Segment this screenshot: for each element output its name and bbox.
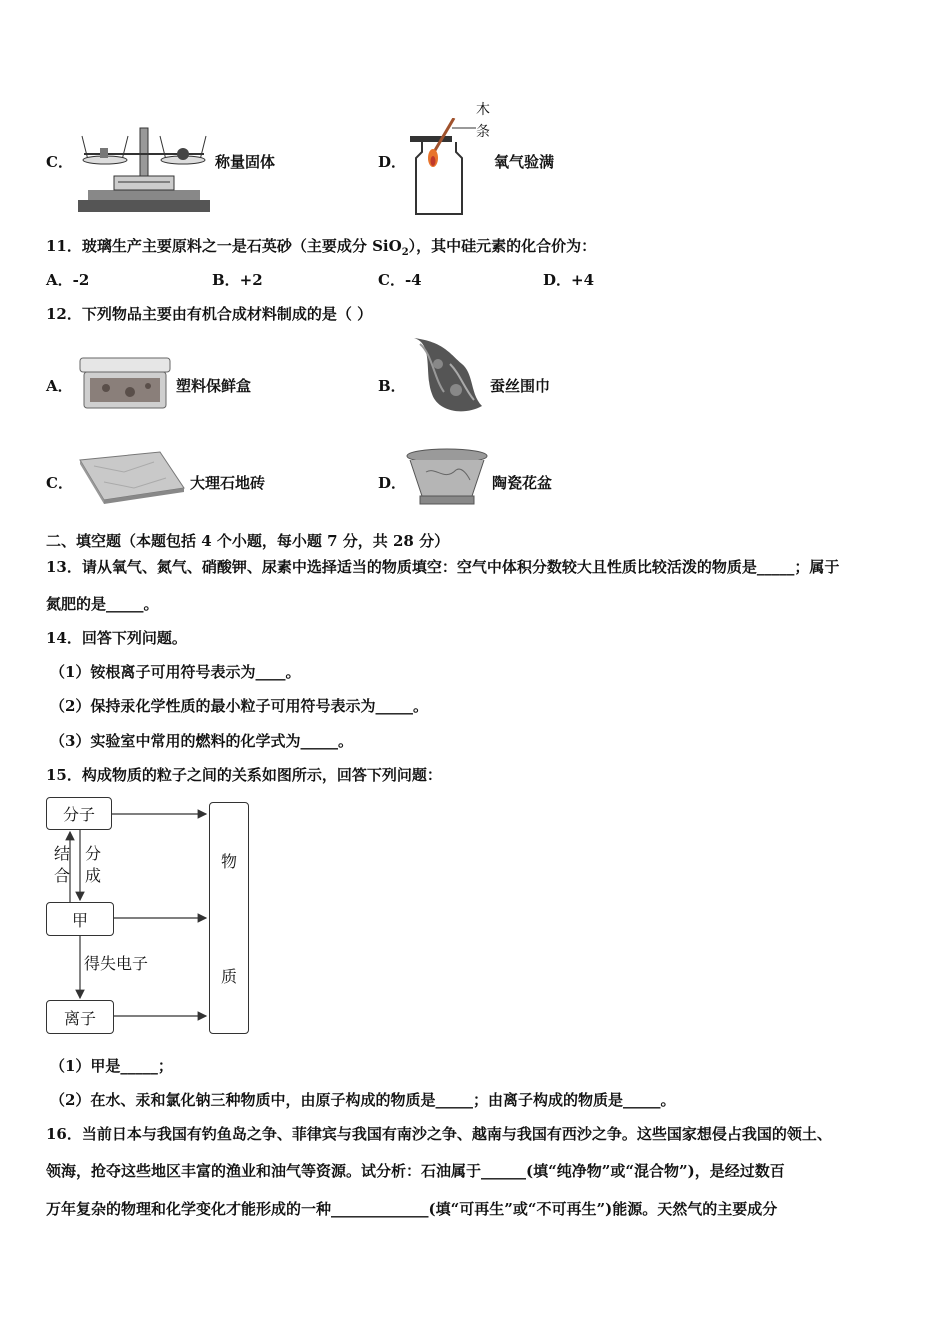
q10-option-d-text: 氧气验满 <box>494 153 555 171</box>
stick-label-1: 木 <box>476 102 490 118</box>
q12-option-b-text: 蚕丝围巾 <box>490 377 551 395</box>
section-2-heading: 二、填空题（本题包括 4 个小题，每小题 7 分，共 28 分） <box>46 532 450 550</box>
marble-tile-image <box>74 448 186 504</box>
q10-option-c-text: 称量固体 <box>215 153 276 171</box>
diagram-box-matter: 物 质 <box>209 802 249 1034</box>
q12-option-c-letter: C． <box>46 474 73 492</box>
diagram-label-gain-lose: 得失电子 <box>84 954 149 973</box>
silk-scarf-image <box>404 334 488 418</box>
q11-stem: 11．玻璃生产主要原料之一是石英砂（主要成分 SiO$_2$），其中硅元素的化合价为： <box>46 237 597 258</box>
q15-part-2: （2）在水、汞和氯化钠三种物质中，由原子构成的物质是_____；由离子构成的物质是_____。 <box>50 1091 676 1109</box>
q14-part-3: （3）实验室中常用的燃料的化学式为_____。 <box>50 732 353 750</box>
q15-part-1: （1）甲是_____； <box>50 1057 173 1075</box>
q14-part-2: （2）保持汞化学性质的最小粒子可用符号表示为_____。 <box>50 697 428 715</box>
diagram-label-combine-2: 合 <box>54 866 71 885</box>
q16-line-2: 领海，抢夺这些地区丰富的渔业和油气等资源。试分析：石油属于______(填“纯净物”或“混合物”)，是经过数百 <box>46 1162 785 1180</box>
stick-label-2: 条 <box>476 124 490 140</box>
q11-option-b: B．+2 <box>212 271 263 289</box>
q15-stem: 15．构成物质的粒子之间的关系如图所示，回答下列问题： <box>46 766 442 784</box>
diagram-box-molecule: 分子 <box>46 797 112 830</box>
diagram-box-ion: 离子 <box>46 1000 114 1034</box>
q10-option-d-letter: D． <box>378 153 407 171</box>
q14-stem: 14．回答下列问题。 <box>46 629 187 647</box>
q14-part-1: （1）铵根离子可用符号表示为____。 <box>50 663 301 681</box>
q11-option-d: D．+4 <box>543 271 595 289</box>
q12-option-b-letter: B． <box>378 377 406 395</box>
q12-option-c-text: 大理石地砖 <box>190 474 266 492</box>
diagram-label-split-2: 成 <box>85 866 102 885</box>
q12-stem: 12．下列物品主要由有机合成材料制成的是（ ） <box>46 305 373 323</box>
q11-option-c: C．-4 <box>378 271 422 289</box>
diagram-box-jia: 甲 <box>46 902 114 936</box>
plastic-box-image <box>76 352 174 412</box>
balance-scale-image <box>74 124 214 216</box>
q16-line-3: 万年复杂的物理和化学变化才能形成的一种_____________(填“可再生”或“不可再生”)能源。天然气的主要成分 <box>46 1200 778 1218</box>
ceramic-pot-image <box>404 446 490 506</box>
q12-option-d-text: 陶瓷花盆 <box>492 474 553 492</box>
q12-option-a-letter: A． <box>46 377 73 395</box>
oxygen-test-bottle-image <box>400 118 470 218</box>
q13-line-2: 氮肥的是_____。 <box>46 595 159 613</box>
q16-line-1: 16．当前日本与我国有钓鱼岛之争、菲律宾与我国有南沙之争、越南与我国有西沙之争。这些国家想侵占我国的领土、 <box>46 1125 832 1143</box>
q12-option-d-letter: D． <box>378 474 407 492</box>
diagram-label-split-1: 分 <box>85 844 102 863</box>
stick-label-pointer <box>452 108 478 132</box>
q10-option-c-letter: C． <box>46 153 73 171</box>
q13-line-1: 13．请从氧气、氮气、硝酸钾、尿素中选择适当的物质填空：空气中体积分数较大且性质比较活泼的物质是_____；属于 <box>46 558 840 576</box>
diagram-label-combine-1: 结 <box>54 844 71 863</box>
q12-option-a-text: 塑料保鲜盒 <box>176 377 252 395</box>
q11-option-a: A．-2 <box>46 271 90 289</box>
